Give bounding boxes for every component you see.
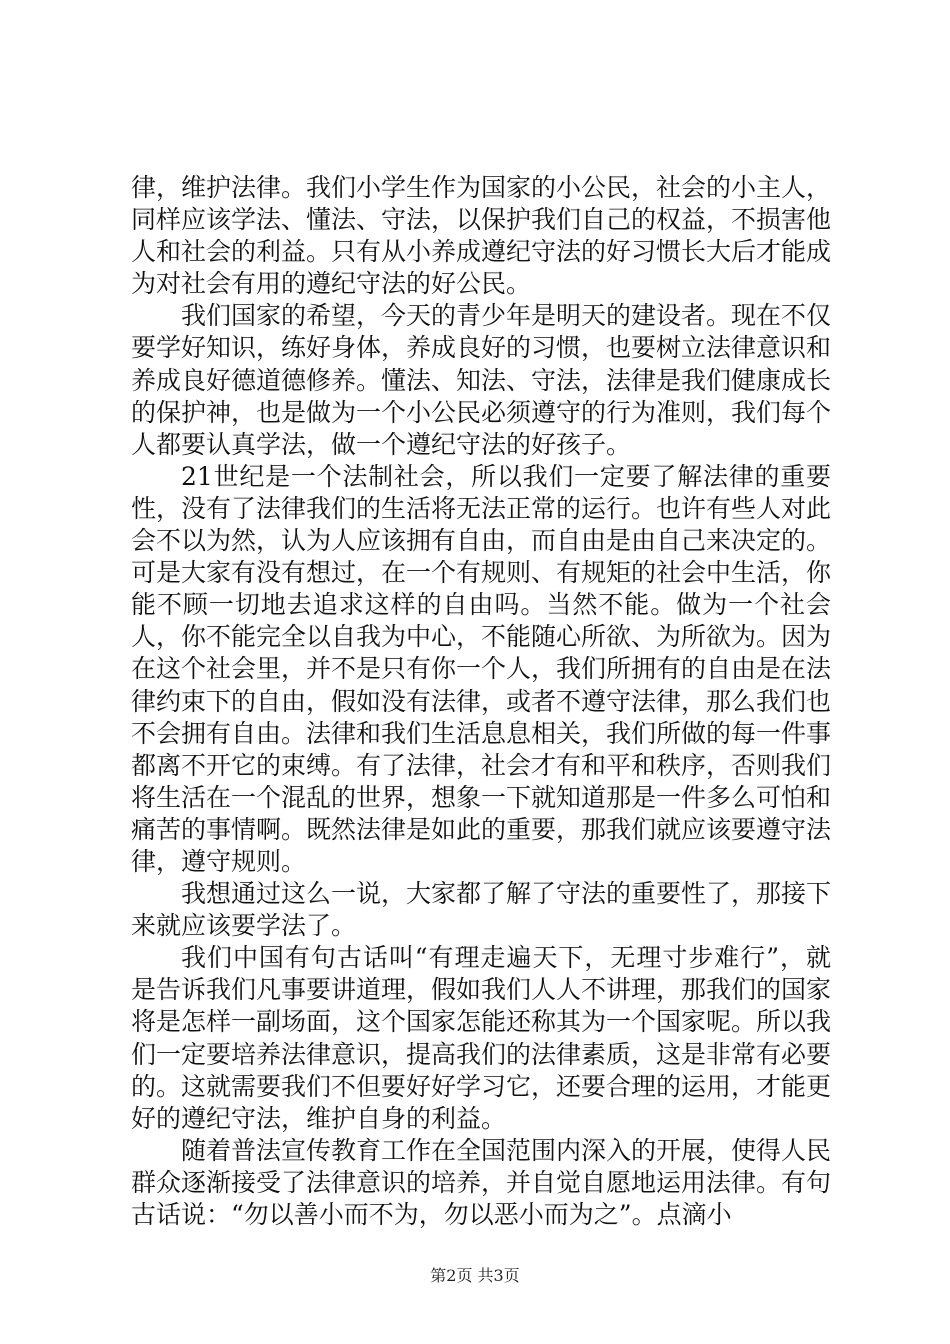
paragraph-1: 律，维护法律。我们小学生作为国家的小公民，社会的小主人，同样应该学法、懂法、守法，以保护我们自己的权益，不损害他人和社会的利益。只有从小养成遵纪守法的好习惯长大后才能成为对社会有用的遵纪守法的好公民。 xyxy=(131,173,832,299)
paragraph-5: 我们中国有句古话叫“有理走遍天下，无理寸步难行”，就是告诉我们凡事要讲道理，假如我们人人不讲理，那我们的国家将是怎样一副场面，这个国家怎能还称其为一个国家呢。所以我们一定要培养法律意识，提高我们的法律素质，这是非常有必要的。这就需要我们不但要好好学习它，还要合理的运用，才能更好的遵纪守法，维护自身的利益。 xyxy=(131,943,832,1133)
paragraph-6: 随着普法宣传教育工作在全国范围内深入的开展，使得人民群众逐渐接受了法律意识的培养，并自觉自愿地运用法律。有句古话说：“勿以善小而不为，勿以恶小而为之”。点滴小 xyxy=(131,1135,832,1229)
paragraph-4: 我想通过这么一说，大家都了解了守法的重要性了，那接下来就应该要学法了。 xyxy=(131,879,832,941)
page-footer: 第2页 共3页 xyxy=(430,1266,520,1285)
paragraph-3: 21世纪是一个法制社会，所以我们一定要了解法律的重要性，没有了法律我们的生活将无法正常的运行。也许有些人对此会不以为然，认为人应该拥有自由，而自由是由自己来决定的。可是大家有没有想过，在一个有规则、有规矩的社会中生活，你能不顾一切地去追求这样的自由吗。当然不能。做为一个社会人，你不能完全以自我为中心，不能随心所欲、为所欲为。因为在这个社会里，并不是只有你一个人，我们所拥有的自由是在法律约束下的自由，假如没有法律，或者不遵守法律，那么我们也不会拥有自由。法律和我们生活息息相关，我们所做的每一件事都离不开它的束缚。有了法律，社会才有和平和秩序，否则我们将生活在一个混乱的世界，想象一下就知道那是一件多么可怕和痛苦的事情啊。既然法律是如此的重要，那我们就应该要遵守法律，遵守规则。 xyxy=(131,461,832,876)
paragraph-2: 我们国家的希望，今天的青少年是明天的建设者。现在不仅要学好知识，练好身体，养成良好的习惯，也要树立法律意识和养成良好德道德修养。懂法、知法、守法，法律是我们健康成长的保护神，也是做为一个小公民必须遵守的行为准则，我们每个人都要认真学法，做一个遵纪守法的好孩子。 xyxy=(131,301,832,459)
document-body xyxy=(131,172,831,1231)
